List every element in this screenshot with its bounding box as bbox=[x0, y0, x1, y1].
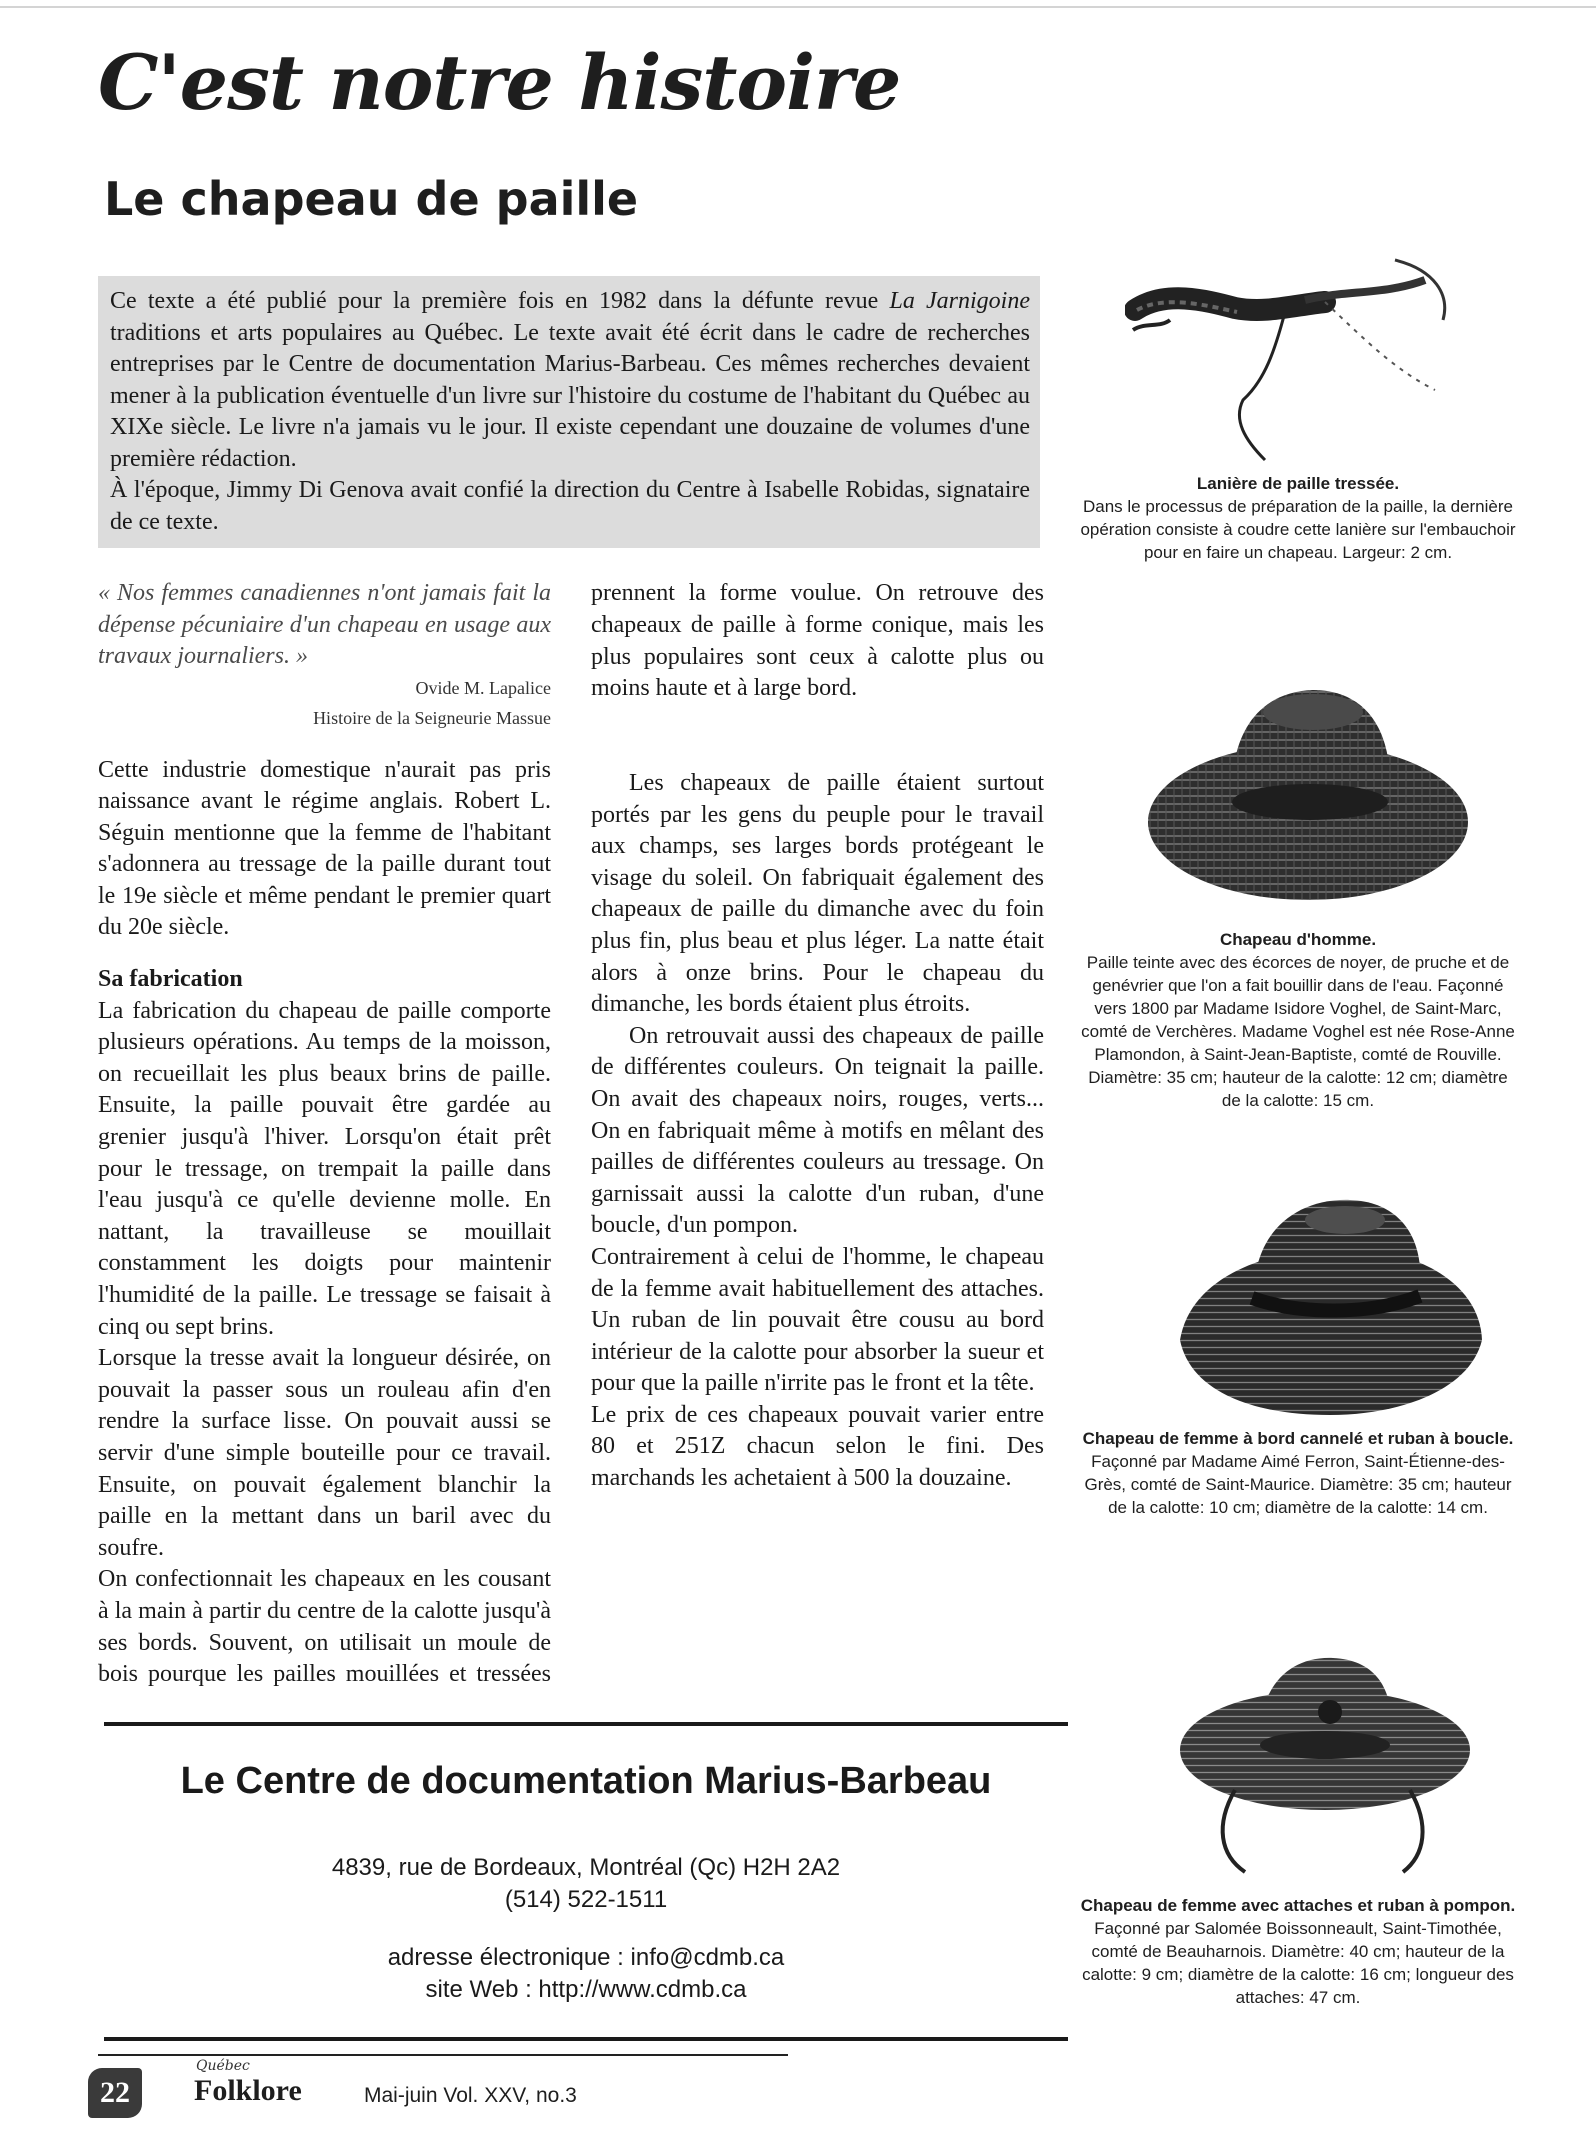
figure-caption-title: Chapeau de femme avec attaches et ruban à pompon. bbox=[1080, 1896, 1516, 1915]
womens-fluted-hat-icon bbox=[1170, 1190, 1490, 1420]
quote-author: Ovide M. Lapalice bbox=[415, 677, 551, 698]
womens-tied-hat-icon bbox=[1175, 1650, 1475, 1880]
figure-caption-1 bbox=[1078, 472, 1518, 564]
magazine-name: Folklore bbox=[194, 2074, 302, 2107]
body-paragraph-2: La fabrication du chapeau de paille comporte plusieurs opérations. Au temps de la moisson, on recueillait les plus beaux brins de paille. Ensuite, la paille pouvait être gardée au grenier jusqu'à l'hiver. Lorsqu'on était prêt pour le tressage, on trempait la paille dans l'eau jusqu'à ce qu'elle devienne molle. En nattant, la travailleuse se mouillait constamment les doigts pour maintenir l'humidité de la paille. Le tressage se faisait à cinq ou sept brins. bbox=[98, 997, 551, 1340]
figure-caption-2 bbox=[1078, 928, 1518, 1112]
issue-info: Mai-juin Vol. XXV, no.3 bbox=[364, 2084, 577, 2107]
journal-title: La Jarnigoine bbox=[889, 288, 1030, 314]
intro-text-start: Ce texte a été publié pour la première fois en 1982 dans la défunte revue bbox=[110, 288, 890, 314]
section-heading: Sa fabrication bbox=[98, 966, 243, 993]
centre-address: 4839, rue de Bordeaux, Montréal (Qc) H2H 2A2 bbox=[331, 1854, 841, 1881]
body-paragraph-8: Le prix de ces chapeaux pouvait varier entre 80 et 251Z chacun selon le fini. Des marchands les achetaient à 500 la douzaine. bbox=[591, 1401, 1044, 1492]
article-title: Le chapeau de paille bbox=[104, 172, 639, 226]
figure-caption-title: Chapeau de femme à bord cannelé et ruban à boucle. bbox=[1082, 1429, 1514, 1448]
figure-caption-title: Lanière de paille tressée. bbox=[1196, 474, 1400, 493]
figure-caption-text: Paille teinte avec des écorces de noyer, de pruche et de genévrier que l'on a fait bouillir dans de l'eau. Façonné vers 1800 par Madame Isidore Voghel, de Saint-Marc, comté de Verchères. Madame Voghel est née Rose-Anne Plamondon, à Saint-Jean-Baptiste, comté de Rouville. Diamètre: 35 cm; hauteur de la calotte: 12 cm; diamètre de la calotte: 15 cm. bbox=[1081, 953, 1515, 1110]
footer-box-bottom-rule bbox=[104, 2037, 1068, 2041]
quote-source: Histoire de la Seigneurie Massue bbox=[313, 707, 551, 728]
column-left bbox=[98, 578, 551, 1690]
figure-caption-4 bbox=[1078, 1894, 1518, 2009]
figure-caption-text: Façonné par Salomée Boissonneault, Saint-Timothée, comté de Beauharnois. Diamètre: 40 cm; hauteur de la calotte: 9 cm; diamètre de la calotte: 16 cm; longueur des attaches: 47 cm. bbox=[1082, 1919, 1514, 2007]
magazine-prefix: Québec bbox=[196, 2058, 250, 2074]
figure-caption-3 bbox=[1078, 1427, 1518, 1519]
braided-straw-strip-icon bbox=[1125, 250, 1465, 470]
epigraph-quote: « Nos femmes canadiennes n'ont jamais fait la dépense pécuniaire d'un chapeau en usage aux travaux journaliers. » bbox=[98, 580, 551, 669]
centre-email: adresse électronique : info@cdmb.ca bbox=[387, 1944, 785, 1971]
centre-name: Le Centre de documentation Marius-Barbeau bbox=[180, 1760, 992, 1802]
body-paragraph-4: On confectionnait les chapeaux en les cousant à la main à partir du centre de la calotte jusqu'à ses bords. Souvent, on utilisait un moule de bois pourque les pailles mouillées et tressées bbox=[98, 1566, 551, 1688]
footer-box-top-rule bbox=[104, 1722, 1068, 1726]
body-paragraph-4-continued bbox=[591, 578, 1044, 768]
body-paragraph-6: On retrouvait aussi des chapeaux de paille de différentes couleurs. On teignait la paille. On avait des chapeaux noirs, rouges, verts... On en fabriquait même à motifs en mêlant des pailles de différentes couleurs au tressage. On garnissait aussi la calotte d'un ruban, d'une boucle, d'un pompon. bbox=[591, 1022, 1044, 1239]
figure-caption-text: Façonné par Madame Aimé Ferron, Saint-Étienne-des-Grès, comté de Saint-Maurice. Diamètre: 35 cm; hauteur de la calotte: 10 cm; diamètre de la calotte: 14 cm. bbox=[1084, 1452, 1512, 1517]
continuation-text: prennent la forme voulue. On retrouve des chapeaux de paille à forme conique, mais les plus populaires sont ceux à calotte plus ou moins haute et à large bord. bbox=[591, 580, 1044, 702]
intro-paragraph-2: À l'époque, Jimmy Di Genova avait confié la direction du Centre à Isabelle Robidas, signataire de ce texte. bbox=[110, 477, 1030, 535]
body-paragraph-5: Les chapeaux de paille étaient surtout portés par les gens du peuple pour le travail aux champs, ses larges bords protégeant le visage du soleil. On fabriquait également des chapeaux de paille du dimanche avec du foin plus fin, plus beau et plus léger. La natte était alors à onze brins. Pour le chapeau du dimanche, les bords étaient plus étroits. bbox=[591, 770, 1044, 1018]
top-rule bbox=[0, 6, 1596, 8]
page-number: 22 bbox=[88, 2068, 142, 2118]
centre-phone: (514) 522-1511 bbox=[504, 1886, 668, 1913]
body-paragraph-3: Lorsque la tresse avait la longueur désirée, on pouvait la passer sous un rouleau afin d'en rendre la surface lisse. On pouvait aussi se servir d'une simple bouteille pour ce travail. Ensuite, on pouvait également blanchir la paille en la mettant dans un baril avec du soufre. bbox=[98, 1345, 551, 1561]
figure-caption-title: Chapeau d'homme. bbox=[1219, 930, 1377, 949]
body-paragraph-1: Cette industrie domestique n'aurait pas pris naissance avant le régime anglais. Robert L. Séguin mentionne que la femme de l'habitant s'adonnera au tressage de la paille durant tout le 19e siècle et même pendant le premier quart du 20e siècle. bbox=[98, 756, 551, 941]
intro-text-end: traditions et arts populaires au Québec. Le texte avait été écrit dans le cadre de recherches entreprises par le Centre de documentation Marius-Barbeau. Ces mêmes recherches devaient mener à la publication éventuelle d'un livre sur l'histoire du costume de l'habitant du Québec au XIXe siècle. Le livre n'a jamais vu le jour. Il existe cependant une douzaine de volumes d'une première rédaction. bbox=[110, 319, 1030, 472]
intro-box bbox=[98, 276, 1040, 548]
series-title: C'est notre histoire bbox=[98, 38, 901, 127]
intro-paragraph bbox=[110, 286, 1030, 475]
centre-website: site Web : http://www.cdmb.ca bbox=[425, 1976, 747, 2003]
page-footer-rule bbox=[98, 2054, 788, 2056]
mens-straw-hat-icon bbox=[1138, 672, 1478, 912]
column-middle bbox=[591, 578, 1044, 1495]
figure-caption-text: Dans le processus de préparation de la paille, la dernière opération consiste à coudre cette lanière sur l'embauchoir pour en faire un chapeau. Largeur: 2 cm. bbox=[1080, 497, 1516, 562]
body-paragraph-7: Contrairement à celui de l'homme, le chapeau de la femme avait habituellement des attaches. Un ruban de lin pouvait être cousu au bord intérieur de la calotte pour absorber la sueur et pour que la paille n'irrite pas le front et la tête. bbox=[591, 1243, 1044, 1397]
spacer bbox=[98, 733, 551, 755]
